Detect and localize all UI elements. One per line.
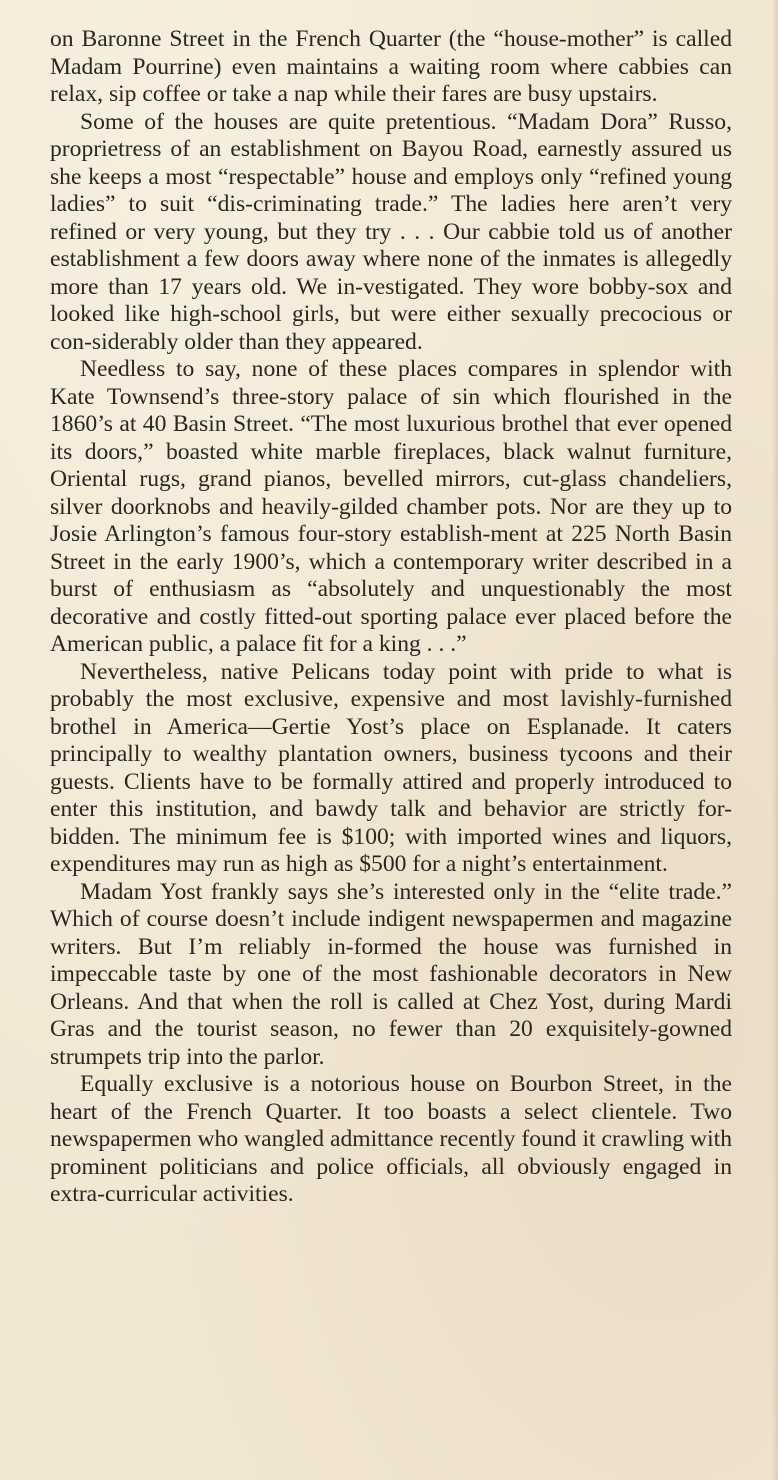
paragraph-3: Needless to say, none of these places compares in splendor with Kate Townsend’s three-story palace of sin which flourished in the 1860’s at 40 Basin Street. “The most luxurious brothel that ever opened its doors,” boasted white marble fireplaces, black walnut furniture, Oriental rugs, grand pianos, bevelled mirrors, cut-glass chandeliers, silver doorknobs and heavily-gilded chamber pots. Nor are they up to Josie Arlington’s famous four-story establish-ment at 225 North Basin Street in the early 1900’s, which a contemporary writer described in a burst of enthusiasm as “absolutely and unquestionably the most decorative and costly fitted-out sporting palace ever placed before the American public, a palace fit for a king . . .” — [50, 356, 732, 657]
page-edge-shadow — [772, 0, 778, 1480]
paragraph-1: on Baronne Street in the French Quarter (the “house-mother” is called Madam Pourrine) even maintains a waiting room where cabbies can relax, sip coffee or take a nap while their fares are busy upstairs. — [50, 26, 732, 107]
paragraph-2: Some of the houses are quite pretentious. “Madam Dora” Russo, proprietress of an establishment on Bayou Road, earnestly assured us she keeps a most “respectable” house and employs only “refined young ladies” to suit “dis-criminating trade.” The ladies here aren’t very refined or very young, but they try . . . Our cabbie told us of another establishment a few doors away where none of the inmates is allegedly more than 17 years old. We in-vestigated. They wore bobby-sox and looked like high-school girls, but were either sexually precocious or con-siderably older than they appeared. — [50, 108, 732, 355]
article-body — [50, 26, 732, 1209]
paragraph-5: Madam Yost frankly says she’s interested only in the “elite trade.” Which of course doesn’t include indigent newspapermen and magazine writers. But I’m reliably in-formed the house was furnished in impeccable taste by one of the most fashionable decorators in New Orleans. And that when the roll is called at Chez Yost, during Mardi Gras and the tourist season, no fewer than 20 exquisitely-gowned strumpets trip into the parlor. — [50, 878, 732, 1070]
paragraph-4: Nevertheless, native Pelicans today point with pride to what is probably the most exclusive, expensive and most lavishly-furnished brothel in America—Gertie Yost’s place on Esplanade. It caters principally to wealthy plantation owners, business tycoons and their guests. Clients have to be formally attired and properly introduced to enter this institution, and bawdy talk and behavior are strictly for-bidden. The minimum fee is $100; with imported wines and liquors, expenditures may run as high as $500 for a night’s entertainment. — [50, 658, 732, 877]
paragraph-6: Equally exclusive is a notorious house on Bourbon Street, in the heart of the French Quarter. It too boasts a select clientele. Two newspapermen who wangled admittance recently found it crawling with prominent politicians and police officials, all obviously engaged in extra-curricular activities. — [50, 1071, 732, 1207]
